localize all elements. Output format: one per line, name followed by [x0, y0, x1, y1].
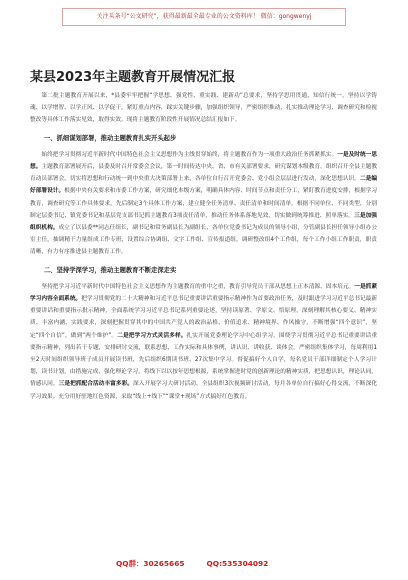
text: 根据中央有关要求和市委工作方案，研究细化本级方案，明确具体内容、时间节点和责任分工，紧盯教育进度安排，根据学习教育，调查研究等工作具体要求，先后制定3个具体工作方案，建立健全任务清单、责任清单和时间清单，根据不同单位、不同类型，分别制定层委书记、镇党委书记和基层党支部书记抓主题教育3项责任清单，推动任务体系落地见效，切实做到统筹推进、照单落实。 [30, 188, 378, 219]
text: 深入开展学习大研讨活动，全县组织3次视频研讨活动，每月各单位自行搞好心得交流，不断深化学习效果。充分用好驻地红色资源，采取“线上+线下”“课堂+现场”方式搞好红色教育。 [30, 381, 378, 400]
key-point: 二是编好部署设计。 [30, 176, 378, 195]
footer-contact [116, 558, 290, 569]
section2-paragraph [30, 281, 377, 403]
intro-paragraph: 第二批主题教育开展以来，*县委牢牢把握“学思想、强党性、重实践、建新功”总要求，坚持学思用贯通、知信行统一，坚持以学铸魂、以学增智、以学正风、以学促干，紧盯重点内容，踩实关键步骤，加强组织领导，严密组织推动，扎实推动理论学习、调查研究和检视整改等具体工作落实见效，取得实效。现将主题教育阶段性开展情况总结汇报如下。 [30, 93, 377, 124]
page-title: 某县2023年主题教育开展情况汇报 [30, 70, 236, 85]
text: 坚持把学习习近平新时代中国特色社会主义思想作为主题教育的重中之重，教育引导党员干部从思想上正本清源、固本培元。 [41, 283, 355, 290]
key-point: 三是把抓配合活动丰富多彩。 [58, 381, 134, 388]
text: 始终把学习贯彻习近平新时代中国特色社会主义思想作为主线贯穿始终，将主题教育作为一项重大政治任务抓紧抓实。 [41, 151, 338, 158]
key-point: 一是抓紧学习内容全面系统。 [30, 283, 378, 303]
key-point: 三是加强组织机构。 [30, 212, 377, 232]
section1-paragraph [30, 149, 377, 259]
document-body [30, 90, 377, 403]
text: 扎实开展党委理论学习中心组学习，围绕学习贯彻习近平总书记重要讲话重要指示精神，列出若干专题，安排研讨交流，联系思想、工作实际和具体事例，讲认识、讲收获、谈体会。严密组织集体学习，每周利用1至2天时间组织领导班子成员开展读书班，先后组织6期读书班、27次集中学习。督促搞好个人自学，每名党员干部详细制定个人学习计划，读书计划，由措施完成，强化理论学习，将线下以以按年思想根源，系统掌握进时党的创新理论的精神实质，把思想认识，理论认同，情感认同。 [30, 332, 378, 388]
promo-banner: 关注头条号“公文研究”，获得最新最全最专业的公文资料库！ 微信：gongwenyj [62, 8, 346, 26]
section-heading-1: 一、抓细谋划部署，推动主题教育扎实开头起步 [44, 134, 177, 142]
qq-group: QQ群：30265665 [116, 559, 185, 568]
key-point: 一是及时统一思想。 [30, 151, 378, 171]
text: 主题教育部署展开后，县委及时召开常委会会议，第一时间传达中央、省、市有关部署要求，研究谋划本级教育。组织召开全县主题教育动员部署会，切实将思想和行动统一到中央重大决策部署上来，各单位自行召开党委会、党小组会层层进行发动，深化思想认识。 [30, 164, 378, 183]
section-heading-2: 二、坚持学深学习，推动主题教育不断走深走实 [44, 266, 177, 274]
text: 成立了以县委**同志任组长，副书记和常务副县长为副组长，各单位党委书记为成员的领导小组，分管副县长担任领导小组办公室主任，抽调精干力量组成工作专班，设置综合协调组、文字工作组、宣传报道组，调研整改组4个工作组，每个工作小组工作职责，职责清晰，有力有序推进县主题教育工作。 [30, 225, 378, 256]
text: 把学习贯彻党的二十大精神和习近平总书记重要讲话重要指示精神作为首要政治任务，及时跟进学习习近平总书记最新重要讲话和重要指示批示精神，全面系统学习习近平总书记系列重要论述，坚持读原著、学原文、悟原理，深刻理解其核心要义、精神实质、丰富内涵、实践要求，深刻把握贯穿其中的中国共产党人的政治品格、价值追求、精神境界、作风操守，不断增强“四个意识”，坚定“四个自信”，做到“两个维护”。 [30, 296, 378, 339]
qq-number: QQ:535304092 [206, 559, 269, 568]
key-point: 二是把学习方式灵活多样。 [117, 332, 187, 339]
